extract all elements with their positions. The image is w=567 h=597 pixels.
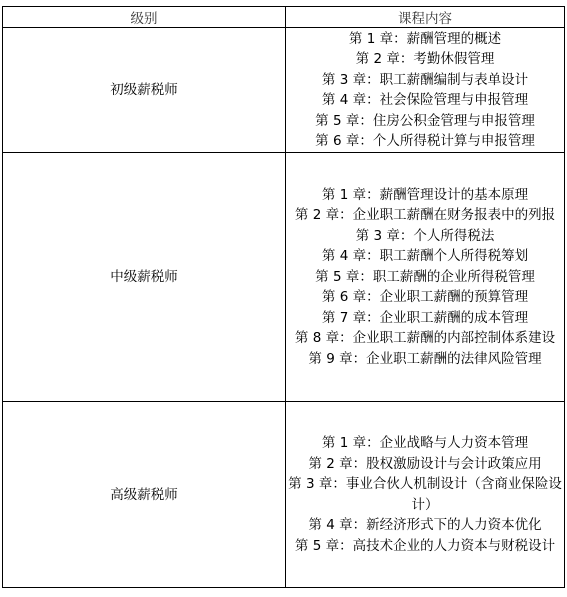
header-content: 课程内容 <box>286 7 565 28</box>
chapter-item: 第 3 章：职工薪酬编制与表单设计 <box>321 71 529 88</box>
content-cell <box>286 153 565 402</box>
chapter-item: 第 1 章：薪酬管理的概述 <box>348 30 502 47</box>
chapter-item: 第 5 章：住房公积金管理与申报管理 <box>315 112 535 129</box>
course-table <box>2 6 565 588</box>
level-cell: 中级薪税师 <box>3 153 286 402</box>
chapter-item: 第 6 章：企业职工薪酬的预算管理 <box>321 289 529 306</box>
chapter-item: 第 2 章：考勤休假管理 <box>355 51 495 67</box>
chapter-item: 第 6 章：个人所得税计算与申报管理 <box>315 133 535 149</box>
table-row-middle <box>3 153 565 402</box>
chapter-item: 第 9 章：企业职工薪酬的法律风险管理 <box>308 350 542 367</box>
chapter-item: 第 1 章：企业战略与人力资本管理 <box>321 435 529 451</box>
chapter-item: 第 4 章：社会保险管理与申报管理 <box>321 92 529 108</box>
chapter-item: 第 2 章：企业职工薪酬在财务报表中的列报 <box>294 207 556 224</box>
content-cell <box>286 402 565 588</box>
header-row <box>3 7 565 28</box>
chapter-item: 第 8 章：企业职工薪酬的内部控制体系建设 <box>294 330 556 347</box>
level-cell: 初级薪税师 <box>3 28 286 153</box>
level-cell: 高级薪税师 <box>3 402 286 588</box>
chapter-item: 第 3 章：个人所得税法 <box>355 227 495 244</box>
chapter-item: 第 1 章：薪酬管理设计的基本原理 <box>321 186 529 203</box>
header-level: 级别 <box>3 7 286 28</box>
chapter-item: 第 7 章：企业职工薪酬的成本管理 <box>321 309 529 326</box>
table-row-senior <box>3 402 565 588</box>
table-row-primary <box>3 28 565 153</box>
chapter-item: 第 2 章：股权激励设计与会计政策应用 <box>308 455 542 472</box>
chapter-item: 第 3 章：事业合伙人机制设计（含商业保险设计） <box>288 476 562 513</box>
content-cell <box>286 28 565 153</box>
chapter-item: 第 4 章：职工薪酬个人所得税筹划 <box>321 248 529 265</box>
chapter-item: 第 5 章：高技术企业的人力资本与财税设计 <box>294 537 556 554</box>
chapter-item: 第 4 章：新经济形式下的人力资本优化 <box>308 517 542 533</box>
chapter-item: 第 5 章：职工薪酬的企业所得税管理 <box>315 268 535 285</box>
